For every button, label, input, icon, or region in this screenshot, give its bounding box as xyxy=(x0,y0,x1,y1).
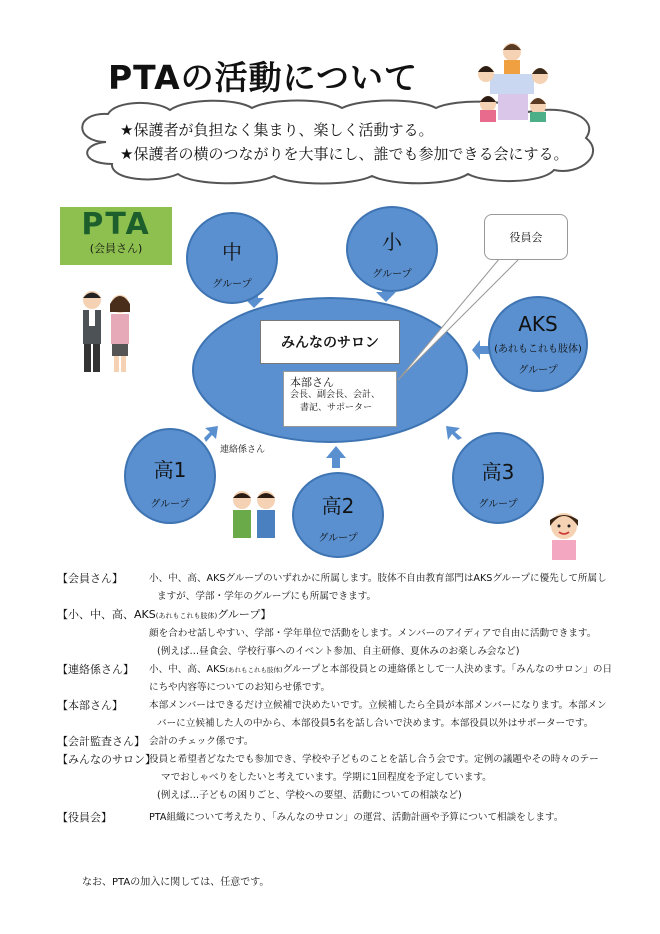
group-ko2-name: 高2 xyxy=(321,494,355,518)
group-sho-name: 小 xyxy=(382,230,402,254)
def-renraku-term: 【連絡係さん】 xyxy=(57,663,134,676)
arrow-ko3 xyxy=(446,426,462,440)
definitions xyxy=(57,570,617,827)
group-ko1 xyxy=(124,428,216,524)
def-groups-term-small: (あれもこれも肢体) xyxy=(155,612,218,620)
goal-line-1: ★保護者が負担なく集まり、楽しく活動する。 xyxy=(120,121,434,139)
def-honbu-line-1: 本部メンバーはできるだけ立候補で決めたいです。立候補したら全員が本部メンバーになります。本部メン xyxy=(149,700,607,711)
group-sho-label: グループ xyxy=(372,269,412,280)
def-groups-term-b: グループ】 xyxy=(217,608,272,621)
def-kansa-term: 【会計監査さん】 xyxy=(57,735,145,748)
arrow-ko1 xyxy=(204,426,218,442)
salon-label: みんなのサロン xyxy=(281,335,379,351)
couple-illustration xyxy=(74,288,138,376)
def-salon-line-2: マでおしゃべりをしたいと考えています。学期に1回程度を予定しています。 xyxy=(161,772,492,783)
def-honbu-line-2: バーに立候補した人の中から、本部役員5名を話し合いで決めます。本部役員以外はサポーターです。 xyxy=(157,718,594,729)
pta-logo: PTA xyxy=(81,207,151,242)
def-kansa xyxy=(57,733,617,751)
def-salon-line-1: 役員と希望者どなたでも参加でき、学校や子どものことを話し合う会です。定例の議題やその時々のテー xyxy=(149,754,599,765)
page-title: PTAの活動について xyxy=(108,58,419,97)
def-kansa-line-1: 会計のチェック係です。 xyxy=(149,736,254,747)
def-honbu-term: 【本部さん】 xyxy=(57,699,123,712)
def-groups-term xyxy=(57,606,617,625)
def-kaiin-line-1: 小、中、高、AKSグループのいずれかに所属します。肢体不自由教育部門はAKSグループに優先して所属し xyxy=(149,573,607,584)
group-ko2-label: グループ xyxy=(318,533,358,544)
arrow-ko2 xyxy=(326,446,346,468)
group-ko3 xyxy=(452,432,544,524)
def-salon-term: 【みんなのサロン】 xyxy=(57,753,156,766)
group-aks-label: グループ xyxy=(518,365,558,376)
def-kaiin xyxy=(57,570,617,588)
group-chu xyxy=(186,212,278,304)
def-renraku-line-2: にちや内容等についてのお知らせ係です。 xyxy=(149,682,331,693)
students-illustration xyxy=(228,488,280,542)
group-ko1-label: グループ xyxy=(150,499,190,510)
group-aks-name: AKS xyxy=(518,312,558,336)
pta-badge-sub: (会員さん) xyxy=(89,242,143,255)
def-yakuin-line-1: PTA組織について考えたり、「みんなのサロン」の運営、活動計画や予算について相談をします。 xyxy=(149,812,564,823)
def-honbu xyxy=(57,697,617,715)
renraku-label: 連絡係さん xyxy=(220,445,266,455)
group-ko1-name: 高1 xyxy=(153,458,187,482)
group-chu-name: 中 xyxy=(222,240,242,264)
group-ko3-label: グループ xyxy=(478,499,518,510)
def-renraku xyxy=(57,661,617,679)
goal-line-2: ★保護者の横のつながりを大事にし、誰でも参加できる会にする。 xyxy=(120,145,569,163)
honbu-line-1: 会長、副会長、会計、 xyxy=(290,390,381,400)
def-kaiin-term: 【会員さん】 xyxy=(57,572,123,585)
yakuin-bubble xyxy=(484,214,568,260)
salon-scroll xyxy=(260,320,400,364)
def-groups-term-a: 【小、中、高、AKS xyxy=(57,608,156,621)
def-kaiin-line-2: ますが、学部・学年のグループにも所属できます。 xyxy=(157,591,377,602)
group-chu-label: グループ xyxy=(212,279,252,290)
def-renraku-line-1a: 小、中、高、AKS xyxy=(149,664,226,675)
def-renraku-line-1b: グループと本部役員との連絡係として一人決めます。「みんなのサロン」の日 xyxy=(282,664,613,675)
honbu-line-2: 書記、サポーター xyxy=(300,403,373,413)
def-yakuin-term: 【役員会】 xyxy=(57,811,112,824)
group-ko3-name: 高3 xyxy=(481,460,515,484)
honbu-title: 本部さん xyxy=(290,376,334,389)
group-aks-note: (あれもこれも肢体) xyxy=(494,344,582,355)
yakuin-label: 役員会 xyxy=(509,231,543,244)
def-renraku-line-1-small: (あれもこれも肢体) xyxy=(225,666,283,674)
def-salon xyxy=(57,751,617,769)
def-salon-line-3: (例えば…子どもの困りごと、学校への要望、活動についての相談など) xyxy=(157,790,462,801)
group-ko2 xyxy=(292,472,384,558)
def-yakuin xyxy=(57,809,617,827)
footer-note: なお、PTAの加入に関しては、任意です。 xyxy=(82,877,270,888)
honbu-box xyxy=(283,371,397,427)
group-aks xyxy=(488,296,588,392)
def-groups-line-1: 顔を合わせ話しやすい、学部・学年単位で活動をします。メンバーのアイディアで自由に活動できます。 xyxy=(149,628,597,639)
girl-illustration xyxy=(542,510,586,562)
def-groups-line-2: (例えば…昼食会、学校行事へのイベント参加、自主研修、夏休みのお楽しみ会など) xyxy=(157,646,520,657)
group-sho xyxy=(346,206,438,292)
